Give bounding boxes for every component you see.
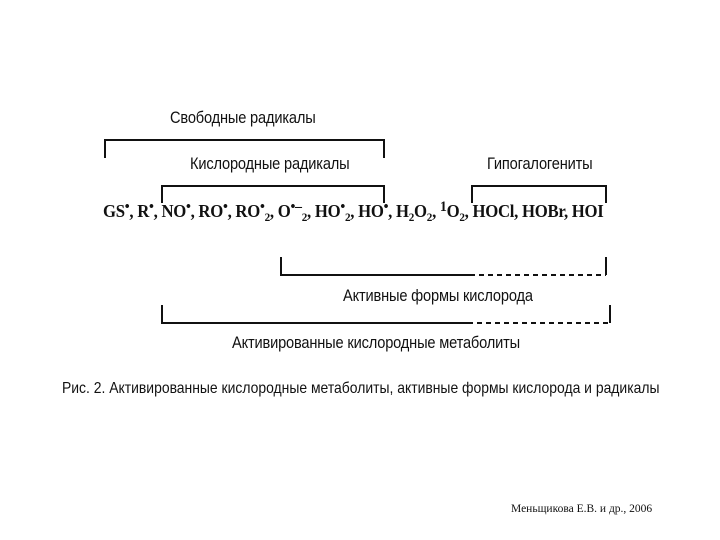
radical-dot: • <box>186 199 191 215</box>
radical-dot: • <box>222 199 228 215</box>
species-ho: HO•, <box>358 199 393 221</box>
bracket-free-radicals <box>105 140 384 158</box>
label-hypohalogenites: Гипогалогениты <box>487 154 593 173</box>
species-singlet-oxygen: $^1O_2$, <box>439 199 469 224</box>
label-free-radicals: Свободные радикалы <box>170 108 316 127</box>
bracket-reactive-oxygen-species <box>281 257 606 275</box>
radical-dot: • <box>340 199 345 215</box>
radical-dot: • <box>149 199 154 215</box>
species-superoxide: $O^{•-}_2$, <box>277 199 311 224</box>
label-reactive-oxygen-species: Активные формы кислорода <box>343 286 533 305</box>
figure-caption: Рис. 2. Активированные кислородные метаболиты, активные формы кислорода и радикалы <box>62 380 660 397</box>
species-gs: GS•, <box>103 199 134 221</box>
species-hobr: HOBr, <box>521 201 568 221</box>
radical-dot: • <box>383 199 389 215</box>
bracket-activated-oxygen-metabolites <box>162 305 610 323</box>
species-ro2: $RO^•_2$, <box>235 199 274 224</box>
species-ro: RO•, <box>198 199 232 221</box>
species-hoi: HOI <box>571 201 604 221</box>
formula-row <box>103 201 603 222</box>
radical-dot: • <box>259 199 265 215</box>
label-oxygen-radicals: Кислородные радикалы <box>190 154 350 173</box>
negative-charge: – <box>295 199 302 215</box>
species-ho2: $HO^•_2$, <box>314 199 355 224</box>
radical-dot: • <box>124 199 130 215</box>
species-no: NO•, <box>161 199 195 221</box>
source-credit: Меньщикова Е.В. и др., 2006 <box>511 503 653 515</box>
species-r: R•, <box>137 199 158 221</box>
radical-dot: • <box>290 199 296 215</box>
species-hocl: HOCl, <box>472 201 519 221</box>
label-activated-oxygen-metabolites: Активированные кислородные метаболиты <box>232 333 520 352</box>
species-h2o2: $H_2O_2$, <box>395 201 436 224</box>
